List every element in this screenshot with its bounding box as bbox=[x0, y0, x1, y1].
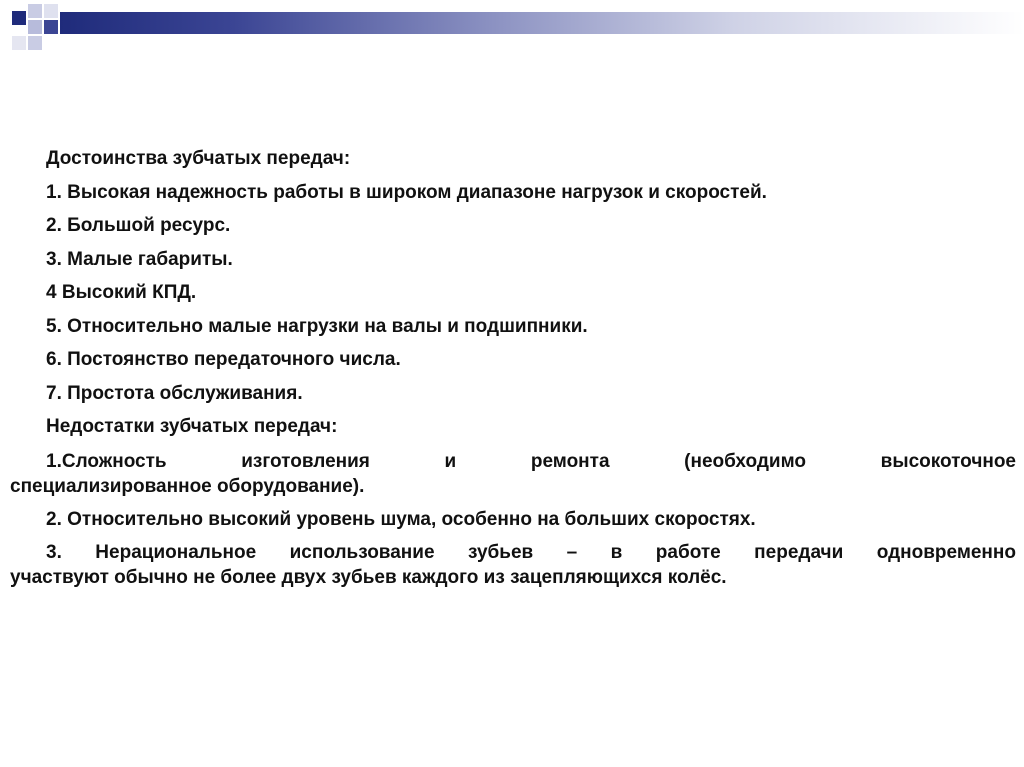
disadvantage-item bbox=[10, 502, 1016, 535]
decor-square bbox=[28, 4, 42, 18]
decor-square bbox=[28, 20, 42, 34]
disadvantage-line: специализированное оборудование). bbox=[10, 475, 365, 497]
advantage-item: 1. Высокая надежность работы в широком диапазоне нагрузок и скоростей. bbox=[46, 181, 767, 203]
disadvantage-line: 2. Относительно высокий уровень шума, особенно на больших скоростях. bbox=[46, 508, 756, 530]
advantage-item: 6. Постоянство передаточного числа. bbox=[46, 349, 401, 370]
decor-square bbox=[12, 11, 26, 25]
decor-square bbox=[28, 36, 42, 50]
disadvantage-item bbox=[10, 444, 1016, 502]
disadvantage-line: 3. Нерациональное использование зубьев – в работе передачи одновременно bbox=[46, 541, 1016, 563]
advantages-title: Достоинства зубчатых передач: bbox=[46, 148, 351, 169]
header-gradient-bar bbox=[60, 12, 1024, 34]
slide-body bbox=[10, 142, 1016, 593]
decor-square bbox=[44, 4, 58, 18]
disadvantage-line: 1.Сложность изготовления и ремонта (необходимо высокоточное bbox=[46, 450, 1016, 472]
advantage-item: 3. Малые габариты. bbox=[46, 248, 233, 270]
disadvantage-item bbox=[10, 535, 1016, 593]
disadvantage-line: участвуют обычно не более двух зубьев каждого из зацепляющихся колёс. bbox=[10, 566, 727, 588]
advantage-item: 7. Простота обслуживания. bbox=[46, 382, 303, 404]
advantage-item: 4 Высокий КПД. bbox=[46, 282, 197, 303]
advantage-item: 2. Большой ресурс. bbox=[46, 215, 231, 236]
disadvantages-title: Недостатки зубчатых передач: bbox=[46, 416, 338, 437]
decor-square bbox=[12, 36, 26, 50]
advantage-item: 5. Относительно малые нагрузки на валы и подшипники. bbox=[46, 315, 588, 337]
decor-square bbox=[44, 20, 58, 34]
